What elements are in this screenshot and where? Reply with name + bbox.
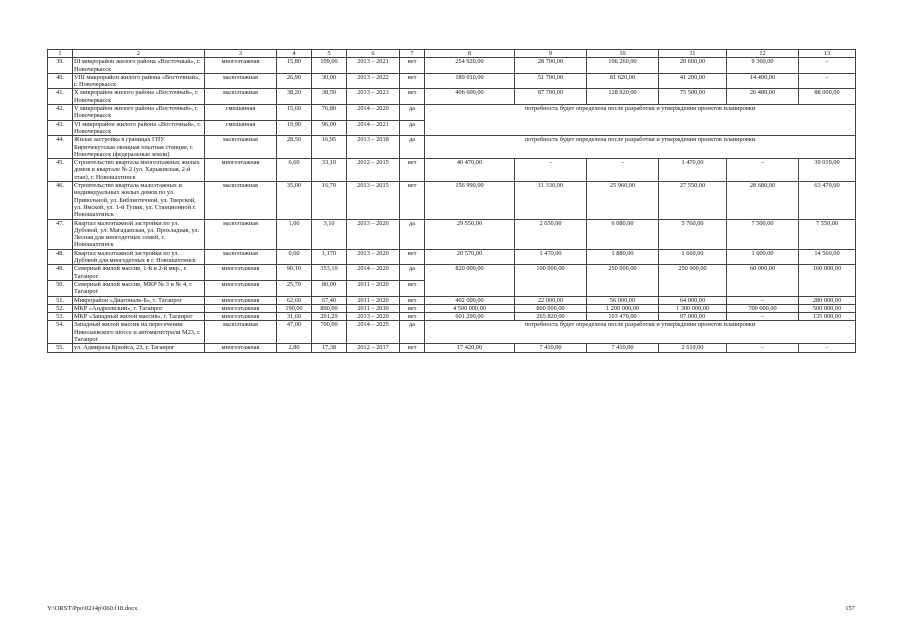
cost-year-4-cell: 7 500,00 <box>727 219 799 249</box>
housing-volume-cell: 67,40 <box>312 296 347 304</box>
object-name-cell: Жилая застройка в границах ГНУ Бирючекутская овощная опытная станция, г. Новочеркасск (федеральные земли) <box>73 136 205 159</box>
area-cell: 31,60 <box>277 313 312 321</box>
row-number-cell: 53. <box>48 313 73 321</box>
housing-volume-cell: 16,95 <box>312 136 347 159</box>
column-number: 11 <box>659 50 727 58</box>
housing-volume-cell: 76,80 <box>312 105 347 121</box>
cost-later-cell: 7 550,00 <box>799 219 856 249</box>
table-row <box>48 249 856 265</box>
column-number: 1 <box>48 50 73 58</box>
building-type-cell: малоэтажная <box>205 321 277 344</box>
total-cost-cell: 820 000,00 <box>425 265 515 296</box>
area-cell: 0,60 <box>277 249 312 265</box>
period-cell: 2013 – 2021 <box>347 58 400 74</box>
cost-year-1-cell: 800 000,00 <box>515 304 587 312</box>
housing-volume-cell: 890,00 <box>312 304 347 312</box>
object-name-cell: VI микрорайон жилого района «Восточный», г. Новочеркасск <box>73 120 205 136</box>
building-type-cell: малоэтажная <box>205 182 277 219</box>
column-number: 8 <box>425 50 515 58</box>
total-cost-cell: 156 990,00 <box>425 182 515 219</box>
period-cell: 2014 – 2021 <box>347 120 400 136</box>
period-cell: 2013 – 2023 <box>347 89 400 105</box>
area-cell: 19,90 <box>277 120 312 136</box>
cost-year-2-cell: 103 470,00 <box>587 313 659 321</box>
object-name-cell: Северный жилой массив, 1-й и 2-й мкр., г. Таганрог <box>73 265 205 281</box>
cost-year-2-cell: 128 920,00 <box>587 89 659 105</box>
table-row <box>48 89 856 105</box>
column-number: 3 <box>205 50 277 58</box>
area-cell: 28,50 <box>277 136 312 159</box>
cost-year-3-cell: 1 470,00 <box>659 159 727 182</box>
cost-year-3-cell: 27 550,00 <box>659 182 727 219</box>
object-name-cell: МКР «Западный жилой массив», г. Таганрог <box>73 313 205 321</box>
table-row <box>48 73 856 89</box>
flag-cell: да <box>400 219 425 249</box>
row-number-cell: 54. <box>48 321 73 344</box>
footer-file-path: Y:\ORST\Ppo\0214p\060.f18.docx <box>47 605 138 612</box>
row-number-cell: 50. <box>48 280 73 296</box>
period-cell: 2013 – 2020 <box>347 313 400 321</box>
column-number: 13 <box>799 50 856 58</box>
row-number-cell: 52. <box>48 304 73 312</box>
table-row <box>48 159 856 182</box>
cost-year-3-cell: 2 610,00 <box>659 344 727 352</box>
table-row <box>48 105 856 121</box>
cost-year-3-cell: 5 760,00 <box>659 219 727 249</box>
flag-cell: да <box>400 120 425 136</box>
row-number-cell: 42. <box>48 105 73 121</box>
flag-cell: нет <box>400 182 425 219</box>
cost-year-1-cell: – <box>515 159 587 182</box>
table-row <box>48 304 856 312</box>
column-number: 4 <box>277 50 312 58</box>
cost-year-1-cell: 51 700,00 <box>515 73 587 89</box>
cost-year-3-cell: 41 200,00 <box>659 73 727 89</box>
table-row <box>48 321 856 344</box>
cost-later-cell: 39 010,00 <box>799 159 856 182</box>
cost-later-cell: – <box>799 344 856 352</box>
table-row <box>48 296 856 304</box>
cost-year-2-cell: 25 960,00 <box>587 182 659 219</box>
housing-volume-cell: 353,10 <box>312 265 347 281</box>
cost-year-1-cell: 87 700,00 <box>515 89 587 105</box>
area-cell: 35,00 <box>277 182 312 219</box>
flag-cell: нет <box>400 249 425 265</box>
total-cost-cell: 601 290,00 <box>425 313 515 321</box>
column-number: 5 <box>312 50 347 58</box>
object-name-cell: V микрорайон жилого района «Восточный», г. Новочеркасск <box>73 105 205 121</box>
area-cell: 90,10 <box>277 265 312 281</box>
row-number-cell: 43. <box>48 120 73 136</box>
period-cell: 2014 – 2025 <box>347 321 400 344</box>
row-number-cell: 40. <box>48 73 73 89</box>
object-name-cell: Западный жилой массив на пересечении Николаевского шоссе и автомагистрали М23, г. Таганрог <box>73 321 205 344</box>
building-type-cell: малоэтажная <box>205 136 277 159</box>
object-name-cell: Квартал малоэтажной застройки по ул. Дубовой, ул. Магаданская, ул. Прохладная, ул. Лесная для многодетных семей, г. Новошахтинск <box>73 219 205 249</box>
cost-year-3-cell: 250 000,00 <box>659 265 727 296</box>
total-cost-cell: 29 550,00 <box>425 219 515 249</box>
total-cost-cell: 17 420,00 <box>425 344 515 352</box>
building-type-cell: смешанная <box>205 105 277 121</box>
flag-cell: нет <box>400 296 425 304</box>
funding-note-cell: потребность будет определена после разработки и утверждения проектов планировки <box>425 321 856 344</box>
cost-year-4-cell: 700 000,00 <box>727 304 799 312</box>
housing-volume-cell: 109,00 <box>312 58 347 74</box>
building-type-cell: многоэтажная <box>205 280 277 296</box>
table-row <box>48 219 856 249</box>
flag-cell: нет <box>400 304 425 312</box>
building-type-cell: многоэтажная <box>205 265 277 281</box>
cost-year-1-cell: 28 700,00 <box>515 58 587 74</box>
table-row <box>48 58 856 74</box>
flag-cell: нет <box>400 89 425 105</box>
cost-later-cell: 63 470,00 <box>799 182 856 219</box>
cost-year-3-cell: 1 300 000,00 <box>659 304 727 312</box>
housing-volume-cell: 30,00 <box>312 73 347 89</box>
period-cell: 2014 – 2020 <box>347 265 400 281</box>
cost-year-1-cell: 11 330,00 <box>515 182 587 219</box>
cost-year-4-cell: 26 480,00 <box>727 89 799 105</box>
row-number-cell: 41. <box>48 89 73 105</box>
table-row <box>48 344 856 352</box>
flag-cell: нет <box>400 58 425 74</box>
cost-year-2-cell: 1 880,00 <box>587 249 659 265</box>
flag-cell: нет <box>400 73 425 89</box>
cost-year-4-cell: 9 360,00 <box>727 58 799 74</box>
cost-year-4-cell: – <box>727 313 799 321</box>
cost-year-3-cell: 97 000,00 <box>659 313 727 321</box>
building-type-cell: многоэтажная <box>205 159 277 182</box>
flag-cell: нет <box>400 313 425 321</box>
building-type-cell: многоэтажная <box>205 296 277 304</box>
table-row <box>48 313 856 321</box>
cost-year-3-cell: 20 600,00 <box>659 58 727 74</box>
housing-volume-cell: 80,00 <box>312 280 347 296</box>
total-cost-cell: 4 500 000,00 <box>425 304 515 312</box>
cost-year-1-cell: 1 470,00 <box>515 249 587 265</box>
housing-volume-cell: 96,00 <box>312 120 347 136</box>
object-name-cell: Квартал малоэтажной застройки по ул. Дубовой для многодетных в г. Новошахтинск <box>73 249 205 265</box>
housing-volume-cell: 16,70 <box>312 182 347 219</box>
cost-later-cell: 135 000,00 <box>799 313 856 321</box>
column-number-row <box>48 50 856 58</box>
cost-later-cell: – <box>799 73 856 89</box>
area-cell: 47,00 <box>277 321 312 344</box>
housing-volume-cell: 17,38 <box>312 344 347 352</box>
cost-year-4-cell: 1 600,00 <box>727 249 799 265</box>
table-row <box>48 182 856 219</box>
cost-year-4-cell: – <box>727 159 799 182</box>
object-name-cell: МКР «Андреевский», г. Таганрог <box>73 304 205 312</box>
cost-year-1-cell: 7 410,00 <box>515 344 587 352</box>
area-cell: 2,80 <box>277 344 312 352</box>
row-number-cell: 48. <box>48 249 73 265</box>
cost-year-3-cell: 1 660,00 <box>659 249 727 265</box>
cost-year-1-cell: 2 650,00 <box>515 219 587 249</box>
column-number: 2 <box>73 50 205 58</box>
object-name-cell: Микрорайон «Диагональ-Б», г. Таганрог <box>73 296 205 304</box>
cost-year-3-cell: 64 000,00 <box>659 296 727 304</box>
object-name-cell: ул. Адмирала Крюйса, 23, г. Таганрог <box>73 344 205 352</box>
housing-volume-cell: 291,29 <box>312 313 347 321</box>
row-number-cell: 51. <box>48 296 73 304</box>
period-cell: 2012 – 2017 <box>347 344 400 352</box>
cost-later-cell: 160 000,00 <box>799 265 856 296</box>
period-cell: 2013 – 2015 <box>347 182 400 219</box>
cost-year-4-cell: – <box>727 344 799 352</box>
cost-year-1-cell: 22 000,00 <box>515 296 587 304</box>
flag-cell: нет <box>400 159 425 182</box>
housing-volume-cell: 38,50 <box>312 89 347 105</box>
building-type-cell: многоэтажная <box>205 313 277 321</box>
column-number: 9 <box>515 50 587 58</box>
area-cell: 25,70 <box>277 280 312 296</box>
row-number-cell: 44. <box>48 136 73 159</box>
flag-cell: да <box>400 321 425 344</box>
period-cell: 2013 – 2022 <box>347 73 400 89</box>
building-type-cell: многоэтажная <box>205 344 277 352</box>
object-name-cell: Строительство квартала многоэтажных жилых домов в квартале № 2 (ул. Харьковская, 2-й этап), г. Новошахтинск <box>73 159 205 182</box>
total-cost-cell: 254 920,00 <box>425 58 515 74</box>
cost-later-cell: – <box>799 58 856 74</box>
row-number-cell: 39. <box>48 58 73 74</box>
area-cell: 1,00 <box>277 219 312 249</box>
cost-year-2-cell: 196 260,00 <box>587 58 659 74</box>
housing-volume-cell: 3,10 <box>312 219 347 249</box>
flag-cell: нет <box>400 344 425 352</box>
cost-later-cell: 500 000,00 <box>799 304 856 312</box>
cost-year-4-cell: 14 490,00 <box>727 73 799 89</box>
period-cell: 2011 – 2020 <box>347 296 400 304</box>
building-type-cell: малоэтажная <box>205 219 277 249</box>
cost-year-2-cell: 6 080,00 <box>587 219 659 249</box>
flag-cell: да <box>400 265 425 281</box>
cost-later-cell: 280 000,00 <box>799 296 856 304</box>
row-number-cell: 47. <box>48 219 73 249</box>
period-cell: 2011 – 2030 <box>347 304 400 312</box>
row-number-cell: 55. <box>48 344 73 352</box>
object-name-cell: Строительство квартала малоэтажных и индивидуальных жилых домов по ул. Привольной, ул. Библиотечной, ул. Тверской, ул. Ямской, ул. 1-й Тупик, ул. Станционной г. Новошахтинск <box>73 182 205 219</box>
total-cost-cell: 20 570,00 <box>425 249 515 265</box>
cost-year-4-cell: 60 000,00 <box>727 265 799 296</box>
total-cost-cell: 40 470,00 <box>425 159 515 182</box>
housing-volume-cell: 33,10 <box>312 159 347 182</box>
funding-note-cell: потребность будет определена после разработки и утверждения проектов планировки <box>425 136 856 159</box>
building-type-cell: многоэтажная <box>205 304 277 312</box>
building-type-cell: малоэтажная <box>205 73 277 89</box>
funding-note-cell: потребность будет определена после разработки и утверждения проектов планировки <box>425 105 856 136</box>
area-cell: 15,80 <box>277 58 312 74</box>
cost-later-cell: 88 000,00 <box>799 89 856 105</box>
area-cell: 190,00 <box>277 304 312 312</box>
cost-year-2-cell: – <box>587 159 659 182</box>
area-cell: 26,90 <box>277 73 312 89</box>
housing-volume-cell: 1,170 <box>312 249 347 265</box>
total-cost-cell: 189 010,00 <box>425 73 515 89</box>
area-cell: 62,60 <box>277 296 312 304</box>
flag-cell: да <box>400 105 425 121</box>
row-number-cell: 49. <box>48 265 73 281</box>
object-name-cell: III микрорайон жилого района «Восточный», г. Новочеркасск <box>73 58 205 74</box>
object-name-cell: Северный жилой массив, МКР № 3 и № 4, г. Таганрог <box>73 280 205 296</box>
flag-cell: да <box>400 136 425 159</box>
period-cell: 2013 – 2020 <box>347 249 400 265</box>
table-row <box>48 265 856 281</box>
cost-later-cell: 14 560,00 <box>799 249 856 265</box>
row-number-cell: 45. <box>48 159 73 182</box>
cost-year-2-cell: 81 620,00 <box>587 73 659 89</box>
column-number: 7 <box>400 50 425 58</box>
period-cell: 2011 – 2020 <box>347 280 400 296</box>
area-cell: 38,20 <box>277 89 312 105</box>
data-table <box>47 49 856 353</box>
column-number: 6 <box>347 50 400 58</box>
flag-cell: нет <box>400 280 425 296</box>
period-cell: 2013 – 2018 <box>347 136 400 159</box>
column-number: 10 <box>587 50 659 58</box>
total-cost-cell: 402 000,00 <box>425 296 515 304</box>
cost-year-2-cell: 1 200 000,00 <box>587 304 659 312</box>
building-type-cell: малоэтажная <box>205 89 277 105</box>
cost-year-2-cell: 56 000,00 <box>587 296 659 304</box>
page-number: 157 <box>845 605 855 612</box>
object-name-cell: VIII микрорайон жилого района «Восточный», г. Новочеркасск <box>73 73 205 89</box>
total-cost-cell: 406 600,00 <box>425 89 515 105</box>
object-name-cell: X микрорайон жилого района «Восточный», г. Новочеркасск <box>73 89 205 105</box>
cost-year-1-cell: 100 000,00 <box>515 265 587 296</box>
area-cell: 6,60 <box>277 159 312 182</box>
cost-year-2-cell: 250 000,00 <box>587 265 659 296</box>
row-number-cell: 46. <box>48 182 73 219</box>
period-cell: 2014 – 2020 <box>347 105 400 121</box>
cost-year-2-cell: 7 410,00 <box>587 344 659 352</box>
column-number: 12 <box>727 50 799 58</box>
period-cell: 2013 – 2020 <box>347 219 400 249</box>
area-cell: 15,60 <box>277 105 312 121</box>
cost-year-4-cell: 28 680,00 <box>727 182 799 219</box>
period-cell: 2012 – 2015 <box>347 159 400 182</box>
cost-year-4-cell: – <box>727 296 799 304</box>
housing-volume-cell: 700,00 <box>312 321 347 344</box>
building-type-cell: малоэтажная <box>205 249 277 265</box>
cost-year-3-cell: 75 500,00 <box>659 89 727 105</box>
table-row <box>48 136 856 159</box>
building-type-cell: смешанная <box>205 120 277 136</box>
cost-year-1-cell: 265 820,00 <box>515 313 587 321</box>
building-type-cell: многоэтажная <box>205 58 277 74</box>
